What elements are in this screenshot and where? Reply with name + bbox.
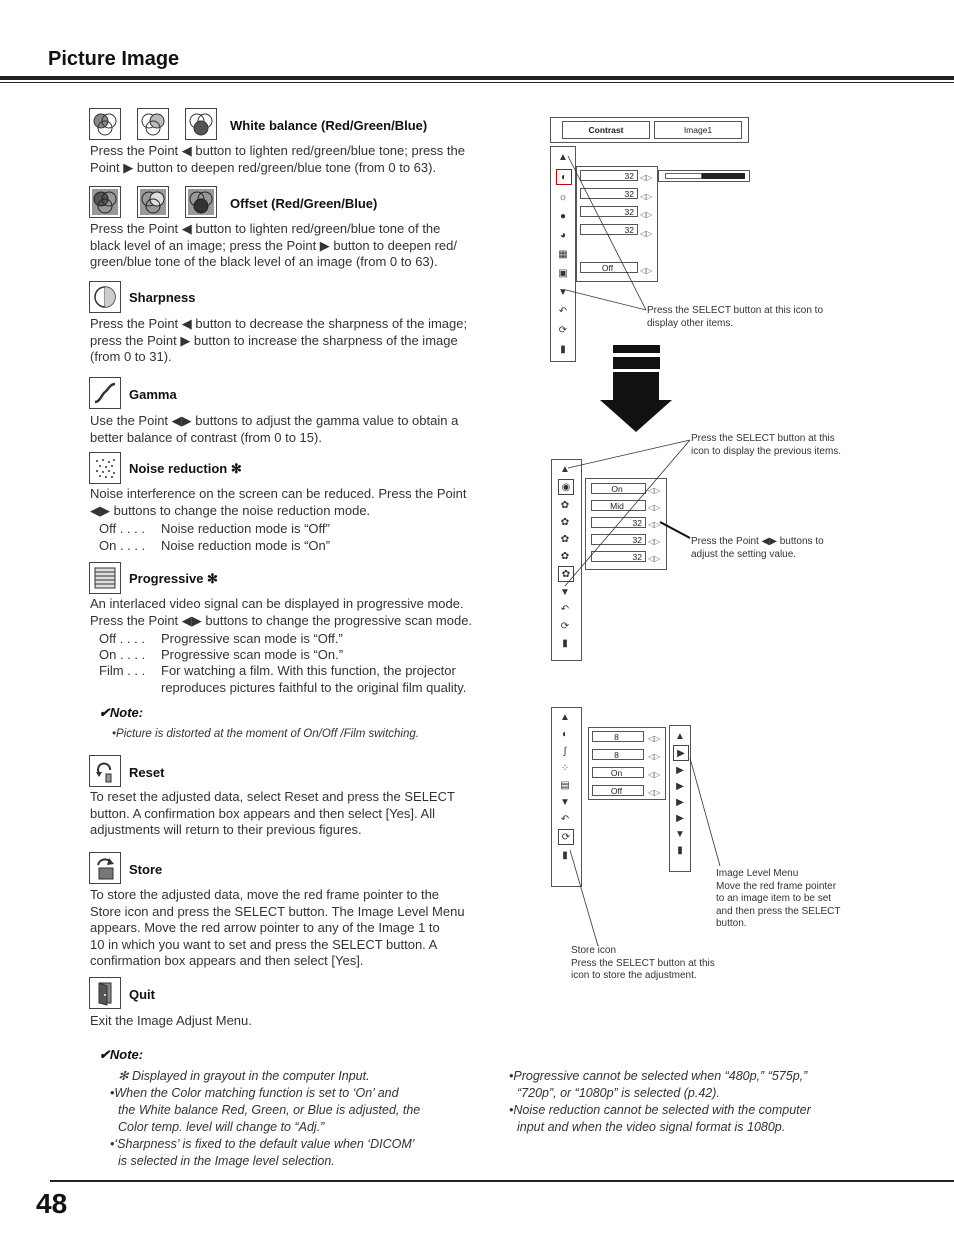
- progressive-small-icon: ▤: [560, 779, 570, 791]
- callout4-lines: [560, 750, 730, 950]
- store-small-icon: ⟳: [558, 324, 568, 336]
- offset-red-icon: ✿: [560, 550, 570, 562]
- quit-small-icon: ▮: [677, 844, 683, 856]
- offset-red-icon: [89, 186, 121, 218]
- callout3-text: Press the Point ◀▶ buttons to adjust the setting value.: [691, 536, 824, 560]
- white-balance-heading: White balance (Red/Green/Blue): [230, 118, 428, 133]
- menu3-values: 8 8 On Off: [592, 731, 644, 796]
- header-rule: [0, 76, 954, 80]
- sharpness-small-icon: ◐: [561, 728, 569, 740]
- down-arrow-icon: ▼: [560, 586, 570, 598]
- menu3-arrows: ◁▷ ◁▷ ◁▷ ◁▷: [648, 734, 661, 797]
- arrow-bar-2: [613, 357, 660, 369]
- gamma-text: Use the Point ◀▶ buttons to adjust the gamma value to obtain a better balance of contrast (from 0 to 15).: [90, 413, 459, 445]
- contrast-icon: ◐: [556, 169, 572, 185]
- note-bottom-heading: ✔Note:: [99, 1047, 144, 1062]
- reset-text: To reset the adjusted data, select Reset and press the SELECT button. A confirmation box appears and then select [Yes]. All adjustments will return to their previous figures.: [90, 789, 455, 837]
- noise-reduction-icon: [89, 452, 121, 484]
- offset-green-icon: ✿: [558, 566, 574, 582]
- footer-rule: [50, 1180, 954, 1182]
- down-arrow-graphic: [600, 372, 672, 432]
- store-small-icon: ⟳: [558, 829, 574, 845]
- store-heading: Store: [129, 862, 163, 877]
- callout4-text: Image Level Menu Move the red frame pointer to an image item to be set and then press the SELECT button.: [716, 868, 841, 929]
- camera-icon: ▶: [676, 812, 684, 824]
- note-bottom-right: •Progressive cannot be selected when “480p,” “575p,” “720p”, or “1080p” is selected (p.42). •Noise reduction cannot be selected with the computer input and when the video signal format is 1080p.: [509, 1069, 811, 1134]
- sharpness-icon: [89, 281, 121, 313]
- color-matching-icon: ▣: [558, 267, 568, 279]
- down-arrow-icon: ▼: [558, 286, 568, 298]
- menu1-values: 32 32 32 32 Off: [580, 170, 638, 273]
- progressive-option-film: Film . . . For watching a film. With this function, the projector: [99, 663, 456, 678]
- quit-small-icon: ▮: [560, 343, 566, 355]
- offset-green-icon: [137, 186, 169, 218]
- sharpness-heading: Sharpness: [129, 290, 196, 305]
- brightness-icon: ☼: [558, 191, 568, 203]
- up-arrow-icon: ▲: [675, 730, 685, 742]
- reset-small-icon: ↶: [560, 813, 570, 825]
- progressive-option-off: Off . . . . Progressive scan mode is “Off.”: [99, 631, 343, 646]
- color-icon: ●: [559, 210, 567, 222]
- note-text: •Picture is distorted at the moment of On/Off /Film switching.: [112, 728, 419, 740]
- color-temp-icon: ▦: [558, 248, 568, 260]
- callout2-text: Press the SELECT button at this icon to display the previous items.: [691, 433, 842, 457]
- progressive-option-on: On . . . . Progressive scan mode is “On.”: [99, 647, 344, 662]
- slider-bar: [658, 170, 750, 182]
- reset-small-icon: ↶: [560, 603, 570, 615]
- note-heading: ✔Note:: [99, 705, 144, 720]
- white-balance-text: Press the Point ◀ button to lighten red/green/blue tone; press the Point ▶ button to deepen red/green/blue tone (from 0 to 63).: [90, 143, 465, 175]
- store-small-icon: ⟳: [560, 620, 570, 632]
- menu1-tab-contrast: Contrast: [562, 121, 650, 139]
- callout1-text: Press the SELECT button at this icon to display other items.: [647, 305, 824, 329]
- white-balance-green-icon: [137, 108, 169, 140]
- quit-small-icon: ▮: [562, 637, 568, 649]
- wb-green-icon: ✿: [560, 516, 570, 528]
- menu2-values: On Mid 32 32 32: [591, 483, 646, 562]
- camera-icon: ▶: [676, 780, 684, 792]
- noise-option-on: On . . . . Noise reduction mode is “On”: [99, 538, 331, 553]
- offset-heading: Offset (Red/Green/Blue): [230, 196, 378, 211]
- store-text: To store the adjusted data, move the red frame pointer to the Store icon and press the SELECT button. The Image Level Menu appears. Move the red arrow pointer to any of the Image 1 to 10 in which you want to set and press the SELECT button. A confirmation box appears and then select [Yes].: [90, 887, 465, 968]
- noise-reduction-heading: Noise reduction ✻: [129, 461, 242, 476]
- menu1-tab-image: Image1: [654, 121, 742, 139]
- quit-heading: Quit: [129, 987, 155, 1002]
- white-balance-blue-icon: [185, 108, 217, 140]
- header-rule-thin: [0, 82, 954, 83]
- camera-icon: ▶: [676, 796, 684, 808]
- down-arrow-icon: ▼: [560, 796, 570, 808]
- offset-blue-icon: [185, 186, 217, 218]
- white-balance-red-icon: [89, 108, 121, 140]
- down-arrow-icon: ▼: [675, 828, 685, 840]
- quit-icon: [89, 977, 121, 1009]
- reset-small-icon: ↶: [558, 305, 568, 317]
- note-bottom-left: ✻ Displayed in grayout in the computer Input. •When the Color matching function is set to ‘On’ and the White balance Red, Green, or Blue is adjusted, the Color temp. level will change to “Adj.” •‘Sharpness’ is fixed to the default value when ‘DICOM’ is selected in the Image level selection.: [110, 1069, 421, 1168]
- up-arrow-icon: ▲: [560, 711, 570, 723]
- progressive-heading: Progressive ✻: [129, 571, 218, 586]
- up-arrow-icon: ▲: [558, 151, 568, 163]
- gamma-icon: [89, 377, 121, 409]
- noise-option-off: Off . . . . Noise reduction mode is “Off”: [99, 521, 330, 536]
- noise-small-icon: ⁘: [560, 762, 570, 774]
- sharpness-text: Press the Point ◀ button to decrease the sharpness of the image; press the Point ▶ button to increase the sharpness of the image (from 0 to 31).: [90, 316, 468, 364]
- noise-icon: ◉: [558, 479, 574, 495]
- progressive-text: An interlaced video signal can be displayed in progressive mode. Press the Point ◀▶ buttons to change the progressive scan mode.: [90, 596, 473, 628]
- wb-red-icon: ✿: [560, 499, 570, 511]
- quit-text: Exit the Image Adjust Menu.: [90, 1013, 252, 1028]
- gamma-small-icon: ∫: [563, 745, 567, 757]
- tint-icon: ◕: [559, 229, 567, 241]
- callout1-lines: [560, 150, 660, 320]
- up-arrow-icon: ▲: [560, 463, 570, 475]
- progressive-film-continuation: reproduces pictures faithful to the original film quality.: [161, 680, 467, 695]
- camera-icon: ▶: [676, 764, 684, 776]
- quit-small-icon: ▮: [562, 849, 568, 861]
- offset-text: Press the Point ◀ button to lighten red/green/blue tone of the black level of an image; press the Point ▶ button to deepen red/ green/blue tone of the black level of an image (from 0 to 63).: [90, 221, 458, 269]
- arrow-bar-1: [613, 345, 660, 353]
- progressive-icon: [89, 562, 121, 594]
- callout2-lines: [560, 436, 695, 596]
- page-number: 48: [36, 1188, 68, 1219]
- reset-heading: Reset: [129, 765, 165, 780]
- gamma-heading: Gamma: [129, 387, 177, 402]
- noise-reduction-text: Noise interference on the screen can be reduced. Press the Point ◀▶ buttons to change the noise reduction mode.: [90, 486, 467, 518]
- callout5-text: Store icon Press the SELECT button at this icon to store the adjustment.: [571, 945, 715, 981]
- camera-icon: ▶: [673, 745, 689, 761]
- reset-icon: [89, 755, 121, 787]
- menu1-arrows: ◁▷ ◁▷ ◁▷ ◁▷ ◁▷: [640, 173, 653, 275]
- menu2-arrows: ◁▷ ◁▷ ◁▷ ◁▷ ◁▷: [648, 486, 661, 563]
- wb-blue-icon: ✿: [560, 533, 570, 545]
- page-title: Picture Image: [48, 48, 180, 70]
- store-icon: [89, 852, 121, 884]
